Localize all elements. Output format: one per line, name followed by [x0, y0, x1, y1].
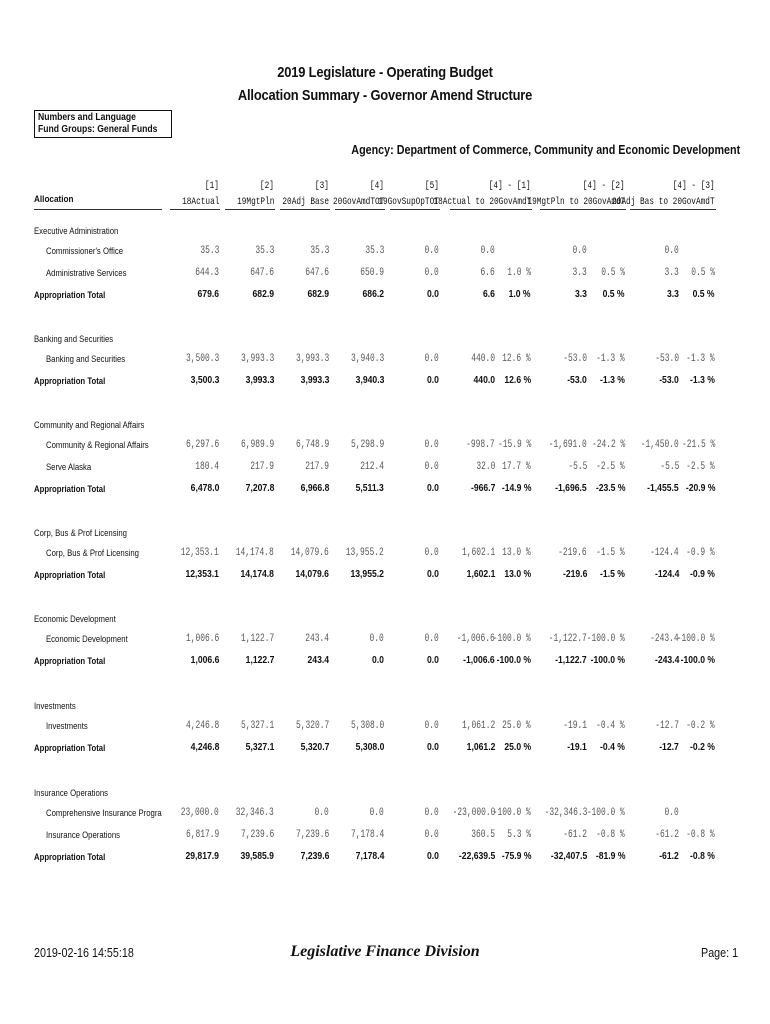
cell-c1: 12,353.1 — [180, 547, 219, 559]
cell-c4: 13,955.2 — [350, 569, 384, 580]
table-row — [0, 806, 770, 820]
cell-p2: -100.0 % — [586, 807, 625, 819]
table-row — [0, 352, 770, 366]
table-row — [0, 460, 770, 474]
cell-p2: -1.3 % — [596, 353, 625, 365]
cell-d3: -1,455.5 — [647, 483, 679, 494]
cell-p2: -0.4 % — [600, 742, 625, 753]
cell-d3: 3.3 — [667, 289, 679, 300]
cell-c3: 0.0 — [314, 807, 329, 819]
cell-d3: 3.3 — [664, 267, 679, 279]
appropriation-total-row — [0, 568, 770, 582]
appropriation-total-row — [0, 482, 770, 496]
cell-c2: 1,122.7 — [245, 655, 274, 666]
cell-c1: 29,817.9 — [185, 851, 219, 862]
cell-c4: 0.0 — [369, 633, 384, 645]
cell-c1: 6,478.0 — [190, 483, 219, 494]
cell-c2: 35.3 — [254, 245, 274, 257]
table-row — [0, 719, 770, 733]
cell-p2: -1.5 % — [600, 569, 625, 580]
cell-d1: 1,061.2 — [461, 720, 495, 732]
section-title: Insurance Operations — [34, 788, 109, 798]
section-heading — [0, 418, 770, 432]
cell-c3: 14,079.6 — [295, 569, 329, 580]
column-header-d2-number: [4] - [2] — [583, 180, 625, 192]
cell-p1: 25.0 % — [502, 720, 531, 732]
cell-d2: -219.6 — [558, 547, 587, 559]
cell-p3: -0.9 % — [686, 547, 715, 559]
cell-d3: 0.0 — [664, 245, 679, 257]
cell-c3: 7,239.6 — [295, 829, 329, 841]
cell-c2: 3,993.3 — [240, 353, 274, 365]
cell-d2: -5.5 — [567, 461, 587, 473]
cell-c2: 647.6 — [250, 267, 274, 279]
appropriation-total-row — [0, 850, 770, 864]
cell-d3: -53.0 — [659, 375, 679, 386]
cell-c1: 12,353.1 — [185, 569, 219, 580]
report-subtitle: Allocation Summary - Governor Amend Structure — [237, 87, 533, 104]
cell-p2: -0.8 % — [596, 829, 625, 841]
cell-p1: -75.9 % — [501, 851, 531, 862]
cell-c1: 23,000.0 — [180, 807, 219, 819]
cell-d1: 440.0 — [473, 375, 495, 386]
cell-c4: 0.0 — [369, 807, 384, 819]
allocation-label: Corp, Bus & Prof Licensing — [46, 548, 139, 558]
appropriation-total-row — [0, 374, 770, 388]
cell-d1: 1,602.1 — [466, 569, 495, 580]
cell-d2: -19.1 — [563, 720, 587, 732]
total-label: Appropriation Total — [34, 484, 106, 494]
cell-d3: -53.0 — [655, 353, 679, 365]
cell-d1: -23,000.0 — [452, 807, 495, 819]
cell-p2: -23.5 % — [595, 483, 625, 494]
total-label: Appropriation Total — [34, 656, 106, 666]
column-header-c2-number: [2] — [260, 180, 274, 192]
cell-c5: 0.0 — [424, 829, 439, 841]
cell-c3: 5,320.7 — [295, 720, 329, 732]
cell-c4: 650.9 — [360, 267, 384, 279]
cell-d3: -243.4 — [650, 633, 679, 645]
cell-p3: -1.3 % — [686, 353, 715, 365]
cell-c1: 6,297.6 — [185, 439, 219, 451]
cell-d2: -1,122.7 — [555, 655, 587, 666]
cell-d1: -1,006.6 — [463, 655, 495, 666]
appropriation-total-row — [0, 654, 770, 668]
fund-box-line1: Numbers and Language — [38, 112, 136, 123]
cell-d3: -124.4 — [654, 569, 679, 580]
cell-p3: -21.5 % — [681, 439, 715, 451]
cell-d3: -1,450.0 — [640, 439, 679, 451]
cell-c2: 5,327.1 — [240, 720, 274, 732]
cell-c2: 14,174.8 — [235, 547, 274, 559]
footer-page-number: Page: 1 — [700, 946, 738, 960]
cell-p1: 12.6 % — [504, 375, 531, 386]
total-label: Appropriation Total — [34, 290, 106, 300]
column-header-underline — [540, 209, 626, 210]
cell-c4: 7,178.4 — [355, 851, 384, 862]
cell-c1: 644.3 — [195, 267, 219, 279]
cell-c4: 212.4 — [360, 461, 384, 473]
cell-c5: 0.0 — [427, 742, 439, 753]
table-row — [0, 244, 770, 258]
cell-p1: 1.0 % — [507, 267, 531, 279]
section-title: Banking and Securities — [34, 334, 114, 344]
section-title: Corp, Bus & Prof Licensing — [34, 528, 127, 538]
allocation-label: Commissioner's Office — [46, 246, 124, 256]
cell-d2: 3.3 — [575, 289, 587, 300]
cell-c5: 0.0 — [424, 720, 439, 732]
table-row — [0, 546, 770, 560]
cell-c2: 682.9 — [252, 289, 274, 300]
cell-d3: -61.2 — [655, 829, 679, 841]
cell-c3: 7,239.6 — [300, 851, 329, 862]
cell-c1: 4,246.8 — [190, 742, 219, 753]
allocation-label: Community & Regional Affairs — [46, 440, 149, 450]
appropriation-total-row — [0, 288, 770, 302]
cell-p3: 0.5 % — [691, 267, 715, 279]
allocation-label: Comprehensive Insurance Progra — [46, 808, 162, 818]
section-heading — [0, 786, 770, 800]
cell-c3: 647.6 — [305, 267, 329, 279]
section-heading — [0, 526, 770, 540]
cell-d3: -12.7 — [655, 720, 679, 732]
cell-d2: -32,407.5 — [550, 851, 587, 862]
cell-c2: 7,207.8 — [245, 483, 274, 494]
column-header-underline — [170, 209, 220, 210]
cell-c2: 6,989.9 — [240, 439, 274, 451]
cell-c2: 1,122.7 — [240, 633, 274, 645]
allocation-label: Serve Alaska — [46, 462, 92, 472]
cell-p1: 1.0 % — [509, 289, 531, 300]
cell-c5: 0.0 — [424, 245, 439, 257]
cell-c5: 0.0 — [424, 439, 439, 451]
allocation-column-header: Allocation — [34, 194, 74, 205]
cell-c3: 6,966.8 — [300, 483, 329, 494]
cell-p1: 13.0 % — [504, 569, 531, 580]
total-label: Appropriation Total — [34, 852, 106, 862]
cell-d3: 0.0 — [664, 807, 679, 819]
cell-c3: 243.4 — [305, 633, 329, 645]
column-header-d1-number: [4] - [1] — [489, 180, 531, 192]
cell-d1: -22,639.5 — [458, 851, 495, 862]
cell-p2: 0.5 % — [601, 267, 625, 279]
cell-p3: -100.0 % — [680, 655, 715, 666]
column-header-c1-name: 18Actual — [181, 196, 219, 208]
column-header-c2-name: 19MgtPln — [236, 196, 274, 208]
cell-p3: -100.0 % — [676, 633, 715, 645]
cell-d1: 6.6 — [483, 289, 495, 300]
cell-d1: 1,602.1 — [461, 547, 495, 559]
cell-c5: 0.0 — [424, 547, 439, 559]
cell-p3: -0.8 % — [690, 851, 715, 862]
cell-c5: 0.0 — [427, 483, 439, 494]
cell-c1: 679.6 — [197, 289, 219, 300]
cell-p1: -100.0 % — [492, 807, 531, 819]
cell-c3: 5,320.7 — [300, 742, 329, 753]
footer-timestamp: 2019-02-16 14:55:18 — [34, 946, 134, 960]
cell-p1: -100.0 % — [492, 633, 531, 645]
column-header-d3-number: [4] - [3] — [673, 180, 715, 192]
column-header-d3-name: 20Adj Bas to 20GovAmdT — [612, 196, 715, 208]
cell-d1: 1,061.2 — [466, 742, 495, 753]
cell-c2: 217.9 — [250, 461, 274, 473]
cell-d3: -5.5 — [659, 461, 679, 473]
cell-p3: -0.2 % — [690, 742, 715, 753]
section-heading — [0, 612, 770, 626]
cell-c5: 0.0 — [427, 655, 439, 666]
cell-c5: 0.0 — [424, 353, 439, 365]
cell-c5: 0.0 — [427, 569, 439, 580]
cell-d1: -998.7 — [466, 439, 495, 451]
cell-p1: 13.0 % — [502, 547, 531, 559]
cell-c4: 3,940.3 — [350, 353, 384, 365]
cell-c2: 32,346.3 — [235, 807, 274, 819]
cell-p2: -0.4 % — [596, 720, 625, 732]
column-header-underline — [630, 209, 716, 210]
cell-p2: -1.5 % — [596, 547, 625, 559]
total-label: Appropriation Total — [34, 376, 106, 386]
cell-d2: -1,122.7 — [548, 633, 587, 645]
cell-c5: 0.0 — [424, 807, 439, 819]
cell-d1: 440.0 — [471, 353, 495, 365]
cell-p3: -1.3 % — [690, 375, 715, 386]
fund-group-box — [34, 110, 172, 138]
column-header-c4-number: [4] — [370, 180, 384, 192]
table-row — [0, 438, 770, 452]
cell-d3: -243.4 — [654, 655, 679, 666]
cell-d1: -966.7 — [470, 483, 495, 494]
cell-c1: 3,500.3 — [185, 353, 219, 365]
cell-d2: -53.0 — [563, 353, 587, 365]
column-header-underline — [450, 209, 532, 210]
cell-c5: 0.0 — [424, 633, 439, 645]
cell-d3: -124.4 — [650, 547, 679, 559]
column-header-underline — [335, 209, 385, 210]
cell-d2: -1,691.0 — [548, 439, 587, 451]
table-row — [0, 266, 770, 280]
cell-c3: 243.4 — [307, 655, 329, 666]
cell-p2: -100.0 % — [590, 655, 625, 666]
section-title: Investments — [34, 701, 76, 711]
column-header-c3-number: [3] — [315, 180, 329, 192]
cell-p2: -100.0 % — [586, 633, 625, 645]
cell-c4: 3,940.3 — [355, 375, 384, 386]
cell-p2: -1.3 % — [600, 375, 625, 386]
cell-c3: 35.3 — [309, 245, 329, 257]
section-title: Community and Regional Affairs — [34, 420, 145, 430]
cell-c5: 0.0 — [427, 289, 439, 300]
section-heading — [0, 224, 770, 238]
cell-d1: -1,006.6 — [456, 633, 495, 645]
cell-c5: 0.0 — [424, 461, 439, 473]
allocation-label: Investments — [46, 721, 88, 731]
cell-c3: 3,993.3 — [295, 353, 329, 365]
cell-c2: 7,239.6 — [240, 829, 274, 841]
cell-p1: -15.9 % — [497, 439, 531, 451]
cell-c4: 7,178.4 — [350, 829, 384, 841]
cell-c4: 5,308.0 — [355, 742, 384, 753]
section-title: Executive Administration — [34, 226, 119, 236]
total-label: Appropriation Total — [34, 743, 106, 753]
allocation-header-underline — [34, 209, 162, 210]
section-title: Economic Development — [34, 614, 116, 624]
cell-d1: 0.0 — [480, 245, 495, 257]
column-header-c1-number: [1] — [205, 180, 219, 192]
section-heading — [0, 332, 770, 346]
allocation-label: Economic Development — [46, 634, 128, 644]
cell-d1: 32.0 — [475, 461, 495, 473]
appropriation-total-row — [0, 741, 770, 755]
cell-c2: 39,585.9 — [240, 851, 274, 862]
cell-c4: 5,511.3 — [355, 483, 384, 494]
cell-p2: -81.9 % — [595, 851, 625, 862]
section-heading — [0, 699, 770, 713]
cell-p2: 0.5 % — [603, 289, 625, 300]
column-header-underline — [225, 209, 275, 210]
cell-d3: -12.7 — [659, 742, 679, 753]
column-header-d2-name: 19MgtPln to 20GovAmdT — [527, 196, 625, 208]
cell-d2: -32,346.3 — [544, 807, 587, 819]
cell-p3: -20.9 % — [685, 483, 715, 494]
cell-p3: 0.5 % — [693, 289, 715, 300]
cell-c3: 14,079.6 — [290, 547, 329, 559]
cell-p1: -14.9 % — [501, 483, 531, 494]
cell-c2: 3,993.3 — [245, 375, 274, 386]
cell-d2: -53.0 — [567, 375, 587, 386]
footer-division: Legislative Finance Division — [290, 943, 480, 960]
cell-c4: 35.3 — [364, 245, 384, 257]
cell-c5: 0.0 — [427, 375, 439, 386]
cell-c1: 180.4 — [195, 461, 219, 473]
cell-p2: -2.5 % — [596, 461, 625, 473]
cell-d1: 360.5 — [471, 829, 495, 841]
cell-p1: -100.0 % — [496, 655, 531, 666]
cell-c1: 6,817.9 — [185, 829, 219, 841]
cell-c3: 682.9 — [307, 289, 329, 300]
cell-c5: 0.0 — [427, 851, 439, 862]
cell-c1: 3,500.3 — [190, 375, 219, 386]
cell-d2: -19.1 — [567, 742, 587, 753]
allocation-label: Insurance Operations — [46, 830, 121, 840]
column-header-c3-name: 20Adj Base — [282, 196, 329, 208]
allocation-label: Administrative Services — [46, 268, 127, 278]
cell-d2: 0.0 — [572, 245, 587, 257]
cell-c3: 3,993.3 — [300, 375, 329, 386]
total-label: Appropriation Total — [34, 570, 106, 580]
cell-p3: -0.9 % — [690, 569, 715, 580]
cell-c5: 0.0 — [424, 267, 439, 279]
cell-d2: -61.2 — [563, 829, 587, 841]
cell-c4: 13,955.2 — [345, 547, 384, 559]
cell-p3: -0.2 % — [686, 720, 715, 732]
cell-c1: 1,006.6 — [185, 633, 219, 645]
cell-p1: 12.6 % — [502, 353, 531, 365]
cell-d2: 3.3 — [572, 267, 587, 279]
table-row — [0, 828, 770, 842]
cell-c4: 686.2 — [362, 289, 384, 300]
cell-c1: 4,246.8 — [185, 720, 219, 732]
table-row — [0, 632, 770, 646]
column-header-underline — [280, 209, 330, 210]
cell-p2: -24.2 % — [591, 439, 625, 451]
allocation-label: Banking and Securities — [46, 354, 126, 364]
column-header-underline — [390, 209, 440, 210]
report-title: 2019 Legislature - Operating Budget — [277, 64, 493, 81]
cell-p3: -2.5 % — [686, 461, 715, 473]
cell-c4: 5,298.9 — [350, 439, 384, 451]
cell-c2: 14,174.8 — [240, 569, 274, 580]
cell-c4: 0.0 — [372, 655, 384, 666]
cell-c3: 217.9 — [305, 461, 329, 473]
cell-p1: 25.0 % — [504, 742, 531, 753]
cell-d2: -219.6 — [562, 569, 587, 580]
column-header-c5-name: 19GovSupOpTOT — [378, 196, 439, 208]
cell-p1: 5.3 % — [507, 829, 531, 841]
cell-p3: -0.8 % — [686, 829, 715, 841]
cell-c4: 5,308.0 — [350, 720, 384, 732]
column-header-c4-name: 20GovAmdTOT — [332, 196, 384, 208]
cell-c1: 35.3 — [199, 245, 219, 257]
column-header-d1-name: 18Actual to 20GovAmdT — [433, 196, 531, 208]
fund-box-line2: Fund Groups: General Funds — [38, 124, 158, 135]
cell-c2: 5,327.1 — [245, 742, 274, 753]
cell-d2: -1,696.5 — [555, 483, 587, 494]
cell-c1: 1,006.6 — [190, 655, 219, 666]
cell-p1: 17.7 % — [502, 461, 531, 473]
agency-label: Agency: Department of Commerce, Community and Economic Development — [351, 143, 740, 157]
cell-d1: 6.6 — [480, 267, 495, 279]
column-header-c5-number: [5] — [425, 180, 439, 192]
cell-d3: -61.2 — [659, 851, 679, 862]
cell-c3: 6,748.9 — [295, 439, 329, 451]
